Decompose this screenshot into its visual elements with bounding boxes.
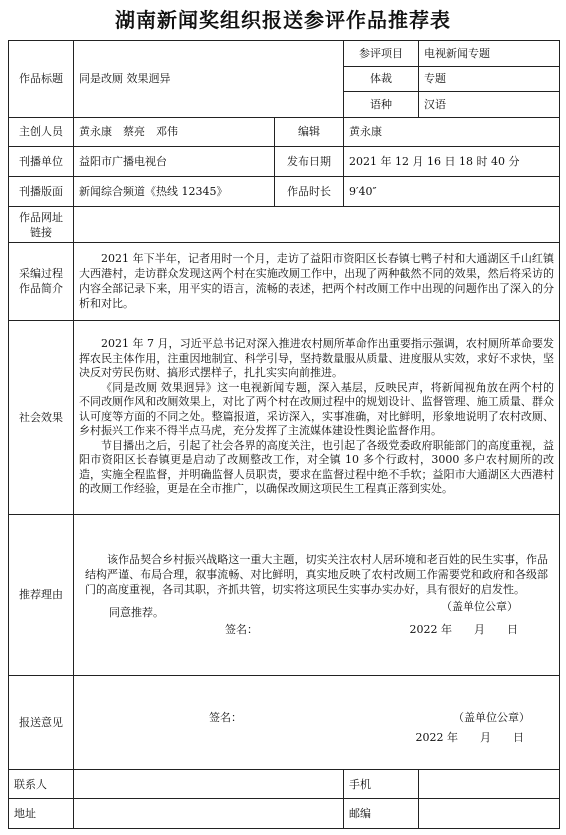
report-date: 2022 年 月 日: [415, 731, 525, 745]
label-duration: 作品时长: [275, 176, 344, 207]
row-effect: [9, 320, 560, 514]
label-url: 作品网址链接: [9, 207, 74, 243]
report-sign-label: 签名：: [209, 711, 242, 725]
label-editor: 编辑: [275, 117, 344, 147]
effect-text-cell: [74, 320, 560, 514]
recommend-sign-label: 签名：: [225, 623, 258, 637]
row-category: [9, 41, 560, 67]
value-publisher: 益阳市广播电视台: [74, 147, 275, 177]
row-creators: [9, 117, 560, 147]
label-postcode: 邮编: [344, 799, 419, 829]
label-effect: 社会效果: [9, 320, 74, 514]
row-contact: [9, 769, 560, 799]
value-url: [74, 207, 560, 243]
row-process: [9, 243, 560, 321]
label-layout: 刊播版面: [9, 176, 74, 207]
recommend-date: 2022 年 月 日: [409, 623, 519, 637]
row-url: [9, 207, 560, 243]
recommend-agree-row: [85, 599, 548, 620]
label-process: 采编过程作品简介: [9, 243, 74, 321]
label-address: 地址: [9, 799, 74, 829]
label-publisher: 刊播单位: [9, 147, 74, 177]
value-editor: 黄永康: [344, 117, 560, 147]
value-postcode: [419, 799, 560, 829]
value-contact: [74, 769, 344, 799]
report-cell: [74, 675, 560, 769]
label-publish-date: 发布日期: [275, 147, 344, 177]
label-work-title: 作品标题: [9, 41, 74, 118]
label-phone: 手机: [344, 769, 419, 799]
value-genre: 专题: [419, 66, 560, 92]
recommend-paragraph: 该作品契合乡村振兴战略这一重大主题，切实关注农村人居环境和老百姓的民生实事，作品结构严谨、布局合理，叙事流畅、对比鲜明，真实地反映了农村改厕工作需要党和政府和各级部门的高度重视，各司其职，齐抓共管，切实将这项民生实事办实办好，具有很好的启发性。: [85, 553, 549, 597]
value-work-title: 同是改厕 效果迥异: [74, 41, 344, 118]
recommendation-form: [8, 40, 560, 829]
label-recommend: 推荐理由: [9, 514, 74, 675]
value-address: [74, 799, 344, 829]
label-report: 报送意见: [9, 675, 74, 769]
value-creators: 黄永康 蔡亮 邓伟: [74, 117, 275, 147]
effect-paragraph-3: 节目播出之后，引起了社会各界的高度关注，也引起了各级党委政府职能部门的高度重视，益阳市资阳区长春镇更是启动了改厕整改工作，对全镇 10 多个行政村，3000 多户农村厕所的改造，实施全程监督，并明确监督人员职责，要求在监督过程中绝不手软；益阳市大通湖区大西港村的改厕工作经验，更是在全市推广，以确保改厕这项民生工程真正落到实处。: [79, 438, 555, 496]
value-publish-date: 2021 年 12 月 16 日 18 时 40 分: [344, 147, 560, 177]
label-category: 参评项目: [344, 41, 419, 67]
process-paragraph: 2021 年下半年，记者用时一个月，走访了益阳市资阳区长春镇七鸭子村和大通湖区千山红镇大西港村，走访群众发现这两个村在实施改厕工作中，出现了两种截然不同的效果，然后将采访的内容全部记录下来，用平实的语言，流畅的表述，把两个村改厕工作中出现的问题作出了深入的分析和对比。: [79, 252, 555, 311]
effect-paragraph-1: 2021 年 7 月，习近平总书记对深入推进农村厕所革命作出重要指示强调，农村厕所革命要发挥农民主体作用，注重因地制宜、科学引导，坚持数量服从质量、进度服从实效，求好不求快，坚决反对劳民伤财、搞形式摆样子，扎扎实实向前推进。: [79, 337, 555, 380]
recommend-agree: 同意推荐。: [109, 606, 164, 620]
process-text-cell: [74, 243, 560, 321]
row-address: [9, 799, 560, 829]
recommend-sign-row: [85, 622, 548, 637]
effect-paragraph-2: 《同是改厕 效果迥异》这一电视新闻专题，深入基层，反映民声，将新闻视角放在两个村的不同改厕作风和改厕效果上，对比了两个村在改厕过程中的规划设计、监督管理、施工质量、群众认可度等方面的不同之处。整篇报道，采访深入，实事准确，对比鲜明，形象地说明了农村改厕、乡村振兴工作来不得半点马虎，充分发挥了主流媒体建设性舆论监督作用。: [79, 380, 555, 438]
label-contact: 联系人: [9, 769, 74, 799]
row-publisher: [9, 147, 560, 177]
value-layout: 新闻综合频道《热线 12345》: [74, 176, 275, 207]
row-recommend: [9, 514, 560, 675]
report-seal: （盖单位公章）: [453, 711, 531, 725]
value-phone: [419, 769, 560, 799]
value-category: 电视新闻专题: [419, 41, 560, 67]
row-report: [9, 675, 560, 769]
recommend-cell: [74, 514, 560, 675]
row-layout: [9, 176, 560, 207]
value-language: 汉语: [419, 92, 560, 118]
label-language: 语种: [344, 92, 419, 118]
recommend-seal: （盖单位公章）: [441, 600, 519, 614]
label-creators: 主创人员: [9, 117, 74, 147]
page-title: 湖南新闻奖组织报送参评作品推荐表: [115, 8, 451, 32]
label-genre: 体裁: [344, 66, 419, 92]
value-duration: 9′40″: [344, 176, 560, 207]
